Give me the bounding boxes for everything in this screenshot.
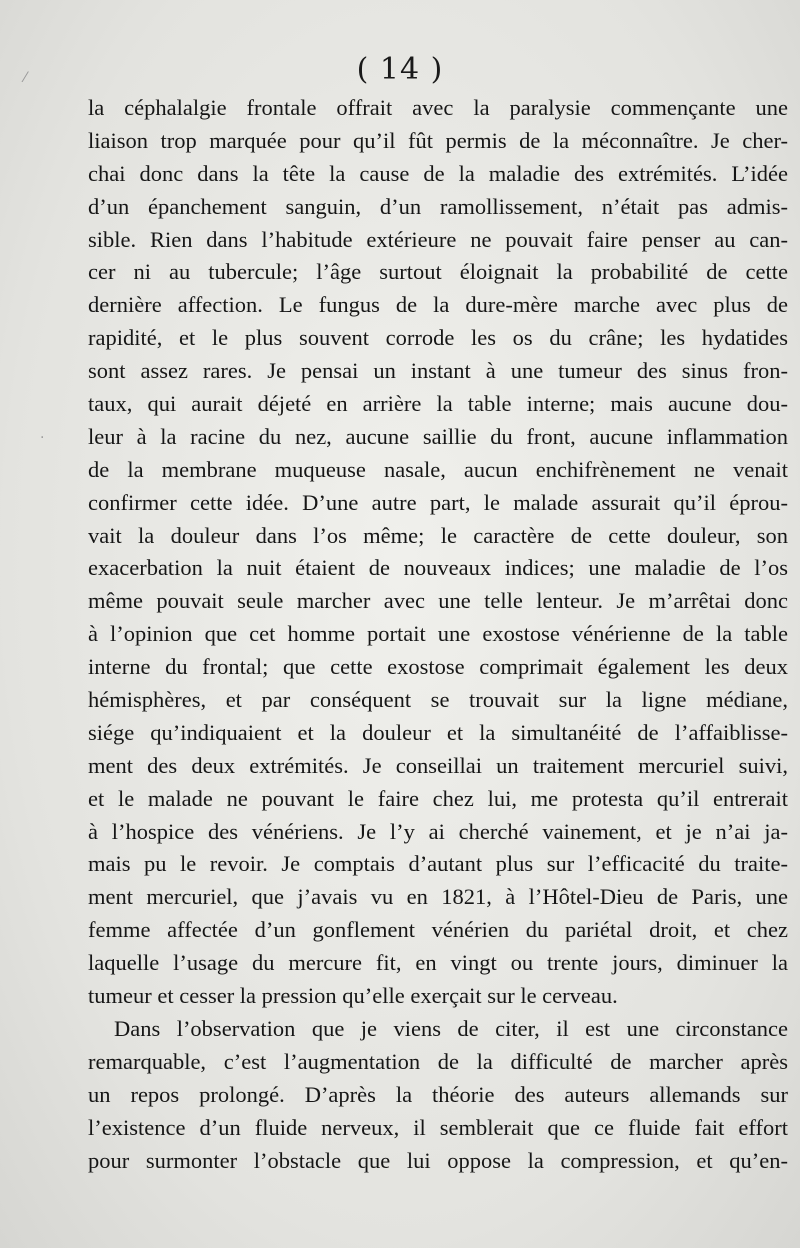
margin-mark: ⁄ xyxy=(24,70,27,86)
text-line: ment mercuriel, que j’avais vu en 1821, à l’Hôtel-Dieu de Paris, une xyxy=(88,884,788,910)
text-line: et le malade ne pouvant le faire chez lui, me protesta qu’il entrerait xyxy=(88,785,788,811)
text-line: taux, qui aurait déjeté en arrière la table interne; mais aucune dou- xyxy=(88,391,788,417)
text-line: vait la douleur dans l’os même; le caractère de cette douleur, son xyxy=(88,522,788,548)
text-line: leur à la racine du nez, aucune saillie du front, aucune inflammation xyxy=(88,423,788,449)
text-line: laquelle l’usage du mercure fit, en vingt ou trente jours, diminuer la xyxy=(88,950,788,976)
text-line: l’existence d’un fluide nerveux, il semblerait que ce fluide fait effort xyxy=(88,1114,788,1140)
text-line: dernière affection. Le fungus de la dure-mère marche avec plus de xyxy=(88,292,788,318)
paragraph-end-line: tumeur et cesser la pression qu’elle exerçait sur le cerveau. xyxy=(88,983,618,1009)
text-line: chai donc dans la tête la cause de la maladie des extrémités. L’idée xyxy=(88,160,788,186)
margin-mark: · xyxy=(40,430,45,446)
page-number: ( 14 ) xyxy=(356,52,444,87)
text-line: interne du frontal; que cette exostose comprimait également les deux xyxy=(88,654,788,680)
text-line: hémisphères, et par conséquent se trouvait sur la ligne médiane, xyxy=(88,687,788,713)
text-line: sont assez rares. Je pensai un instant à une tumeur des sinus fron- xyxy=(88,358,788,384)
text-line: confirmer cette idée. D’une autre part, le malade assurait qu’il éprou- xyxy=(88,489,788,515)
paragraph-start-line: Dans l’observation que je viens de citer, il est une circonstance xyxy=(114,1015,788,1041)
text-line: d’un épanchement sanguin, d’un ramollissement, n’était pas admis- xyxy=(88,193,788,219)
text-line: à l’opinion que cet homme portait une exostose vénérienne de la table xyxy=(88,621,788,647)
body-text xyxy=(88,92,788,1177)
text-line: ment des deux extrémités. Je conseillai un traitement mercuriel suivi, xyxy=(88,752,788,778)
text-line: mais pu le revoir. Je comptais d’autant plus sur l’efficacité du traite- xyxy=(88,851,788,877)
text-line: exacerbation la nuit étaient de nouveaux indices; une maladie de l’os xyxy=(88,555,788,581)
text-line: de la membrane muqueuse nasale, aucun enchifrènement ne venait xyxy=(88,456,788,482)
text-line: sible. Rien dans l’habitude extérieure ne pouvait faire penser au can- xyxy=(88,226,788,252)
text-line: femme affectée d’un gonflement vénérien du pariétal droit, et chez xyxy=(88,917,788,943)
text-line: rapidité, et le plus souvent corrode les os du crâne; les hydatides xyxy=(88,325,788,351)
text-line: même pouvait seule marcher avec une telle lenteur. Je m’arrêtai donc xyxy=(88,588,788,614)
text-line: cer ni au tubercule; l’âge surtout éloignait la probabilité de cette xyxy=(88,259,788,285)
text-line: un repos prolongé. D’après la théorie des auteurs allemands sur xyxy=(88,1081,788,1107)
text-line: à l’hospice des vénériens. Je l’y ai cherché vainement, et je n’ai ja- xyxy=(88,818,788,844)
text-line: siége qu’indiquaient et la douleur et la simultanéité de l’affaiblisse- xyxy=(88,719,788,745)
text-line: remarquable, c’est l’augmentation de la difficulté de marcher après xyxy=(88,1048,788,1074)
text-line: la céphalalgie frontale offrait avec la paralysie commençante une xyxy=(88,95,788,120)
text-line: liaison trop marquée pour qu’il fût permis de la méconnaître. Je cher- xyxy=(88,127,788,153)
text-line: pour surmonter l’obstacle que lui oppose la compression, et qu’en- xyxy=(88,1147,788,1173)
